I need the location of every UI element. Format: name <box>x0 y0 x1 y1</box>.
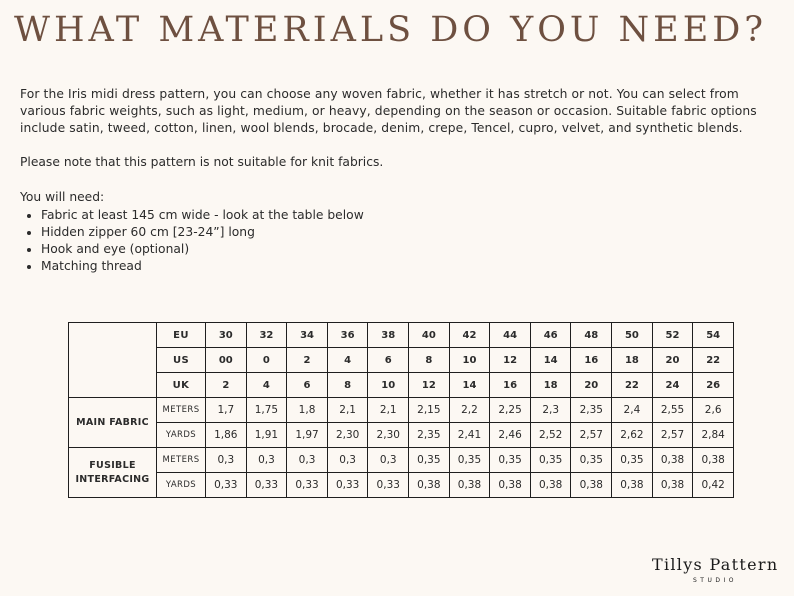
table-row-main-yards <box>69 423 734 448</box>
unit-label-yards: YARDS <box>157 473 206 498</box>
table-cell: 2,35 <box>409 423 450 448</box>
materials-list <box>20 207 364 275</box>
table-cell: 0,38 <box>490 473 531 498</box>
table-cell: 18 <box>612 348 653 373</box>
table-cell: 0,38 <box>530 473 571 498</box>
table-cell: 0,33 <box>246 473 287 498</box>
table-cell: 2,46 <box>490 423 531 448</box>
row-label-eu: EU <box>157 323 206 348</box>
table-row-uk <box>69 373 734 398</box>
page-title: WHAT MATERIALS DO YOU NEED? <box>14 10 768 50</box>
table-cell: 2,1 <box>327 398 368 423</box>
brand-logo <box>652 555 778 584</box>
table-cell: 0,35 <box>530 448 571 473</box>
table-cell: 12 <box>490 348 531 373</box>
table-cell: 2,2 <box>449 398 490 423</box>
table-cell: 0,33 <box>206 473 247 498</box>
table-cell: 20 <box>652 348 693 373</box>
table-cell: 0,3 <box>327 448 368 473</box>
table-cell: 2,3 <box>530 398 571 423</box>
table-cell: 0,38 <box>612 473 653 498</box>
table-cell: 2,35 <box>571 398 612 423</box>
table-cell: 12 <box>409 373 450 398</box>
table-row-us <box>69 348 734 373</box>
group-label-fusible-interfacing <box>69 448 157 498</box>
table-cell: 2,52 <box>530 423 571 448</box>
list-item: • Hidden zipper 60 cm [23-24”] long <box>41 224 364 241</box>
table-cell: 0,38 <box>409 473 450 498</box>
knit-note: Please note that this pattern is not suitable for knit fabrics. <box>20 155 384 169</box>
table-cell: 2,1 <box>368 398 409 423</box>
group-label-line: FUSIBLE <box>89 459 136 471</box>
table-cell: 0,38 <box>652 473 693 498</box>
needs-heading: You will need: <box>20 190 105 204</box>
fabric-requirements-table <box>68 322 734 498</box>
list-item: • Matching thread <box>41 258 364 275</box>
table-row-eu <box>69 323 734 348</box>
table-cell: 0,33 <box>368 473 409 498</box>
table-cell: 2,15 <box>409 398 450 423</box>
table-cell: 0,3 <box>246 448 287 473</box>
table-cell: 54 <box>693 323 734 348</box>
table-cell: 2 <box>206 373 247 398</box>
table-cell: 26 <box>693 373 734 398</box>
table-row-main-meters <box>69 398 734 423</box>
table-cell: 4 <box>327 348 368 373</box>
table-cell: 0,42 <box>693 473 734 498</box>
table-cell: 1,97 <box>287 423 328 448</box>
table-cell: 0,35 <box>409 448 450 473</box>
table-cell: 36 <box>327 323 368 348</box>
table-cell: 0,33 <box>327 473 368 498</box>
unit-label-yards: YARDS <box>157 423 206 448</box>
table-cell: 2,25 <box>490 398 531 423</box>
group-label-line: INTERFACING <box>75 473 150 485</box>
table-cell: 0,38 <box>652 448 693 473</box>
table-cell: 6 <box>287 373 328 398</box>
row-label-us: US <box>157 348 206 373</box>
table-cell: 2,4 <box>612 398 653 423</box>
table-corner-cell <box>69 323 157 398</box>
unit-label-meters: METERS <box>157 398 206 423</box>
table-cell: 0,3 <box>206 448 247 473</box>
table-cell: 0,35 <box>490 448 531 473</box>
table-cell: 1,75 <box>246 398 287 423</box>
table-cell: 6 <box>368 348 409 373</box>
table-cell: 2,30 <box>368 423 409 448</box>
table-cell: 0,33 <box>287 473 328 498</box>
table-cell: 52 <box>652 323 693 348</box>
table-cell: 10 <box>368 373 409 398</box>
brand-name: Tillys Pattern <box>652 555 779 574</box>
table-cell: 44 <box>490 323 531 348</box>
table-cell: 2,84 <box>693 423 734 448</box>
table-cell: 48 <box>571 323 612 348</box>
table-row-fusible-yards <box>69 473 734 498</box>
unit-label-meters: METERS <box>157 448 206 473</box>
table-cell: 0,35 <box>612 448 653 473</box>
table-cell: 2,55 <box>652 398 693 423</box>
table-cell: 0,38 <box>571 473 612 498</box>
intro-paragraph: For the Iris midi dress pattern, you can choose any woven fabric, whether it has stretch or not. You can select from various fabric weights, such as light, medium, or heavy, depending on the season or occasion. Suitable fabric options include satin, tweed, cotton, linen, wool blends, brocade, denim, crepe, Tencel, cupro, velvet, and synthetic blends. <box>20 87 757 135</box>
table-cell: 38 <box>368 323 409 348</box>
table-cell: 42 <box>449 323 490 348</box>
list-item: • Hook and eye (optional) <box>41 241 364 258</box>
table-cell: 0,38 <box>449 473 490 498</box>
table-cell: 2,41 <box>449 423 490 448</box>
table-cell: 22 <box>612 373 653 398</box>
table-cell: 32 <box>246 323 287 348</box>
table-cell: 8 <box>409 348 450 373</box>
table-cell: 24 <box>652 373 693 398</box>
list-item: • Fabric at least 145 cm wide - look at the table below <box>41 207 364 224</box>
brand-subtitle: STUDIO <box>693 577 737 584</box>
table-cell: 22 <box>693 348 734 373</box>
table-cell: 2,30 <box>327 423 368 448</box>
table-cell: 30 <box>206 323 247 348</box>
row-label-uk: UK <box>157 373 206 398</box>
table-cell: 2 <box>287 348 328 373</box>
table-cell: 8 <box>327 373 368 398</box>
table-cell: 0,35 <box>449 448 490 473</box>
table-cell: 46 <box>530 323 571 348</box>
table-cell: 20 <box>571 373 612 398</box>
table-cell: 34 <box>287 323 328 348</box>
table-cell: 2,57 <box>652 423 693 448</box>
table-cell: 50 <box>612 323 653 348</box>
table-cell: 2,62 <box>612 423 653 448</box>
table-cell: 1,91 <box>246 423 287 448</box>
table-cell: 18 <box>530 373 571 398</box>
table-cell: 14 <box>530 348 571 373</box>
table-cell: 14 <box>449 373 490 398</box>
table-cell: 1,7 <box>206 398 247 423</box>
table-cell: 2,6 <box>693 398 734 423</box>
table-cell: 16 <box>490 373 531 398</box>
table-cell: 16 <box>571 348 612 373</box>
table-cell: 00 <box>206 348 247 373</box>
table-cell: 0 <box>246 348 287 373</box>
table-cell: 0,3 <box>368 448 409 473</box>
table-cell: 4 <box>246 373 287 398</box>
table-cell: 1,86 <box>206 423 247 448</box>
table-cell: 0,38 <box>693 448 734 473</box>
table-cell: 40 <box>409 323 450 348</box>
table-cell: 10 <box>449 348 490 373</box>
table-cell: 0,35 <box>571 448 612 473</box>
table-cell: 0,3 <box>287 448 328 473</box>
table-cell: 1,8 <box>287 398 328 423</box>
table-cell: 2,57 <box>571 423 612 448</box>
table-row-fusible-meters <box>69 448 734 473</box>
group-label-main-fabric: MAIN FABRIC <box>69 398 157 448</box>
